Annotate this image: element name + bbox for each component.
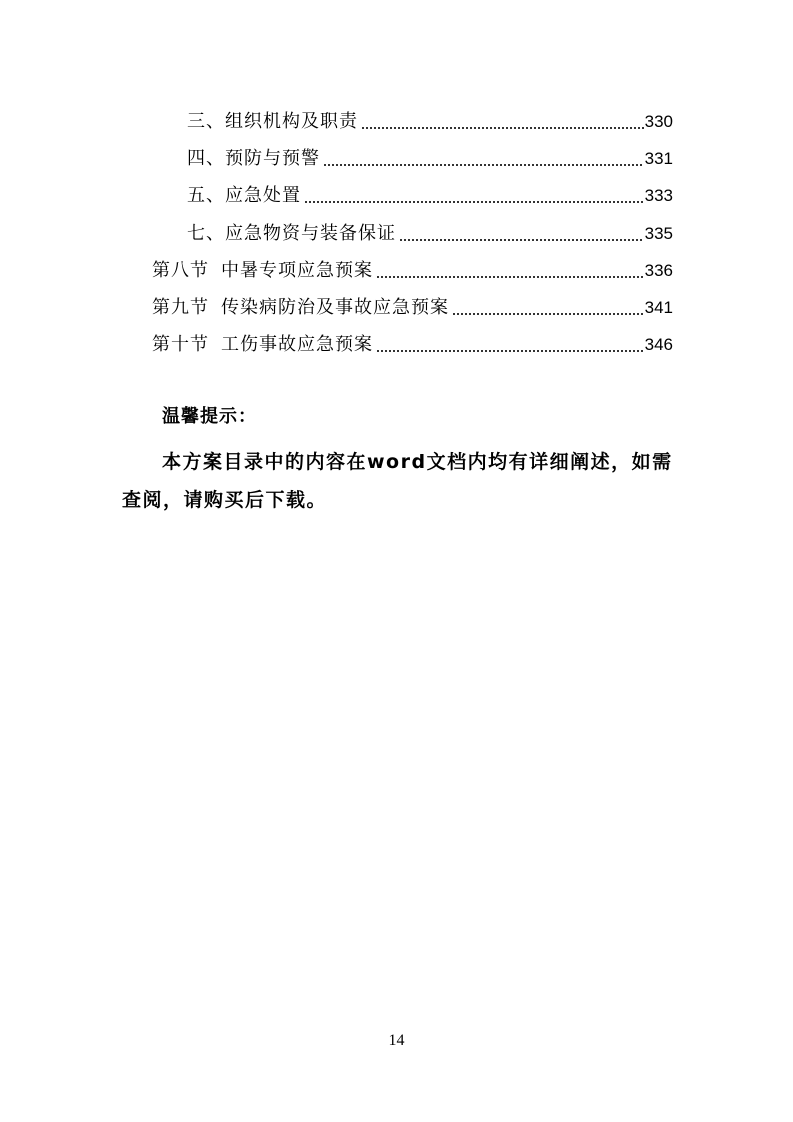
toc-entry[interactable] [152, 255, 673, 283]
toc-entry[interactable] [187, 106, 673, 134]
toc-entry-label: 七、应急物资与装备保证 [187, 223, 396, 244]
toc-dot-leader [376, 349, 644, 353]
toc-section-number: 第八节 [152, 260, 209, 281]
toc-page-number: 331 [644, 149, 673, 168]
toc-page-number: 341 [644, 298, 673, 317]
toc-entry[interactable] [187, 218, 673, 246]
toc-dot-leader [323, 163, 644, 167]
toc-entry[interactable] [152, 329, 673, 357]
toc-page-number: 333 [644, 186, 673, 205]
toc-entry-label: 三、组织机构及职责 [187, 111, 358, 132]
toc-page-number: 330 [644, 112, 673, 131]
toc-page-number: 335 [644, 224, 673, 243]
toc-section-title: 传染病防治及事故应急预案 [221, 297, 449, 318]
toc-entry-label [152, 296, 449, 320]
toc-dot-leader [452, 312, 644, 316]
toc-entry-label: 五、应急处置 [187, 185, 301, 206]
toc-page-number: 346 [644, 335, 673, 354]
page-number: 14 [388, 1032, 405, 1049]
toc-entry[interactable] [152, 292, 673, 320]
toc-section-title: 中暑专项应急预案 [221, 260, 373, 281]
toc-section-number: 第十节 [152, 334, 209, 355]
toc-entry[interactable] [187, 180, 673, 208]
toc-section-title: 工伤事故应急预案 [221, 334, 373, 355]
toc-entry-label [152, 333, 373, 357]
toc-section-number: 第九节 [152, 297, 209, 318]
toc-entry-label: 四、预防与预警 [187, 148, 320, 169]
toc-dot-leader [376, 275, 644, 279]
notice-body: 本方案目录中的内容在word文档内均有详细阐述，如需查阅，请购买后下载。 [122, 451, 673, 511]
toc-dot-leader [361, 126, 644, 130]
notice-title: 温馨提示： [162, 406, 257, 427]
toc-page-number: 336 [644, 261, 673, 280]
toc-entry-label [152, 259, 373, 283]
toc-dot-leader [304, 200, 644, 204]
toc-dot-leader [399, 238, 644, 242]
toc-entry[interactable] [187, 143, 673, 171]
